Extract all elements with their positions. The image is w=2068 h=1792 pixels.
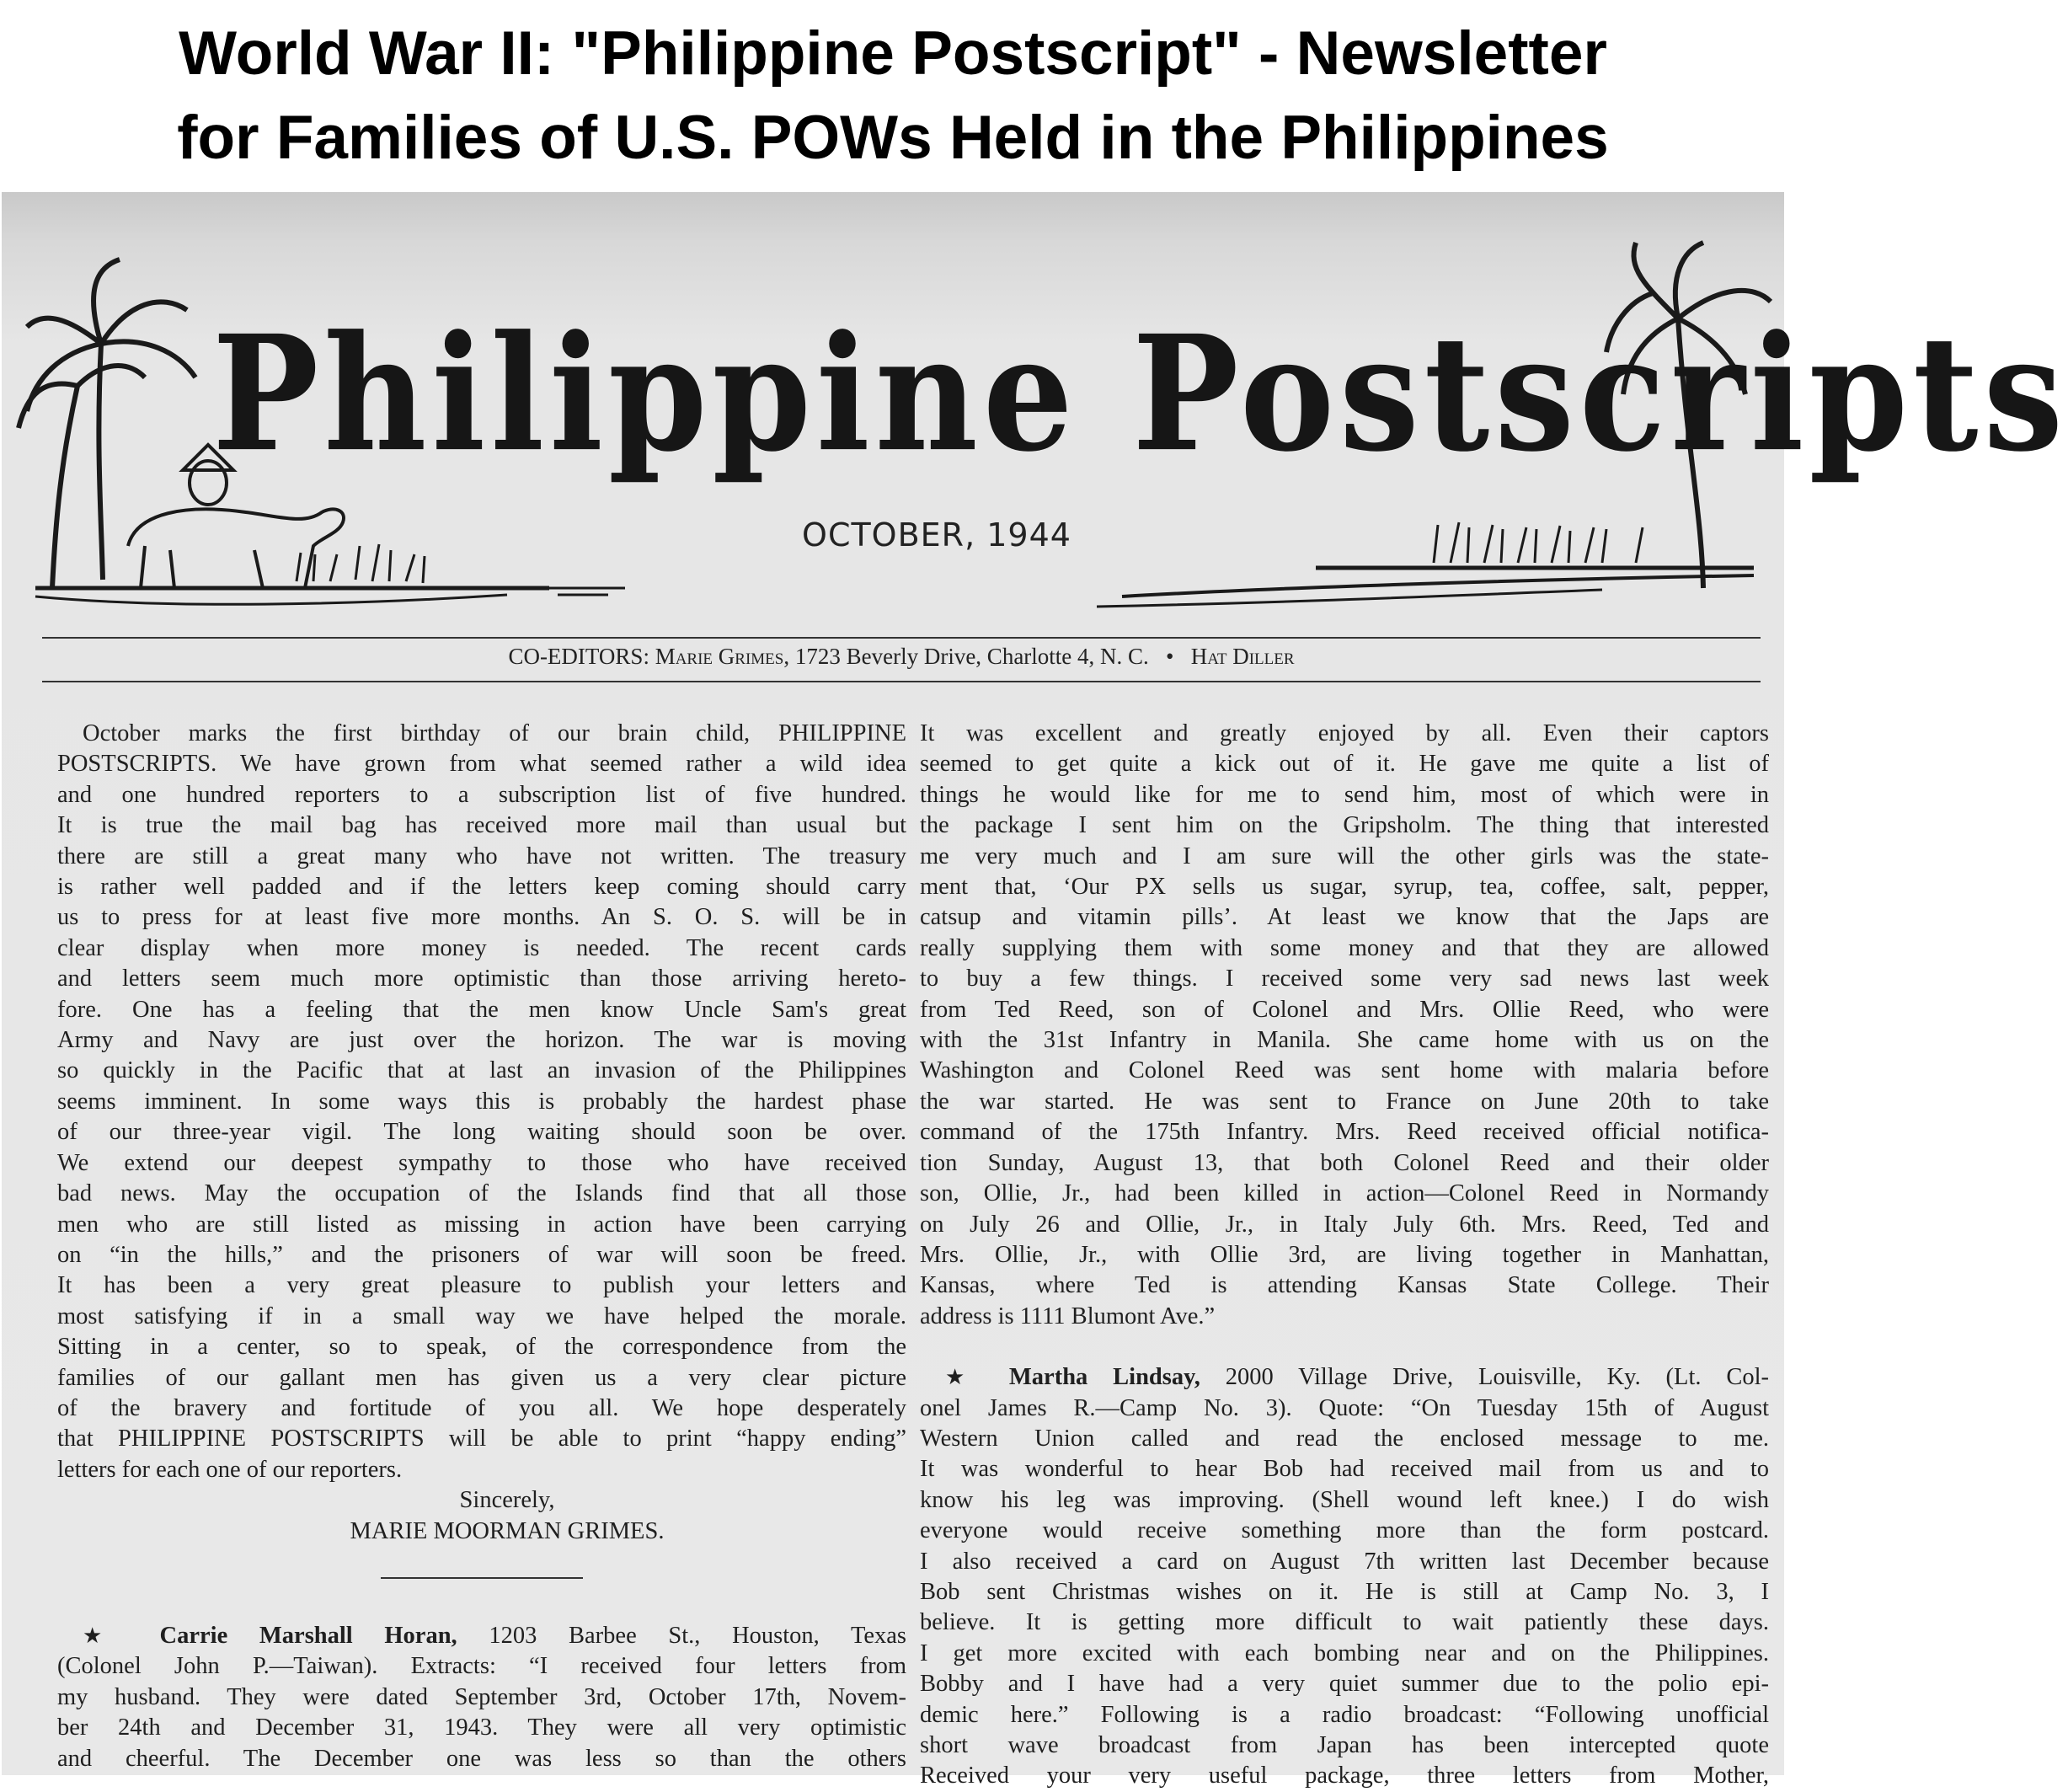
co-editors-label: CO-EDITORS: bbox=[508, 644, 649, 669]
closing: Sincerely, bbox=[459, 1487, 555, 1514]
entry-name: Martha Lindsay, bbox=[1008, 1364, 1200, 1391]
text-line: is rather well padded and if the letters keep coming should carry bbox=[57, 874, 906, 901]
entry-first-line bbox=[920, 1362, 1769, 1393]
text-line: I get more excited with each bombing near and on the Philippines. bbox=[920, 1640, 1769, 1666]
text-line: (Colonel John P.—Taiwan). Extracts: “I received four letters from bbox=[57, 1653, 906, 1680]
text-line: most satisfying if in a small way we have helped the morale. bbox=[57, 1303, 906, 1329]
text-line: Kansas, where Ted is attending Kansas State College. Their bbox=[920, 1272, 1769, 1299]
masthead bbox=[2, 192, 2068, 613]
text-line: my husband. They were dated September 3rd, October 17th, Novem- bbox=[57, 1683, 906, 1710]
text-line: know his leg was improving. (Shell wound left knee.) I do wish bbox=[920, 1486, 1769, 1513]
text-line: me very much and I am sure will the other girls was the state- bbox=[920, 843, 1769, 869]
text-line: ber 24th and December 31, 1943. They were all very optimistic bbox=[57, 1714, 906, 1741]
top-rule bbox=[42, 637, 1761, 639]
text-line: address is 1111 Blumont Ave.” bbox=[920, 1303, 1216, 1329]
letter-entry-horan bbox=[57, 1621, 906, 1774]
right-column bbox=[920, 719, 1769, 1792]
text-line: I also received a card on August 7th written last December because bbox=[920, 1548, 1769, 1575]
text-line: son, Ollie, Jr., had been killed in action—Colonel Reed in Normandy bbox=[920, 1180, 1769, 1207]
text-line: on “in the hills,” and the prisoners of war will soon be freed. bbox=[57, 1241, 906, 1268]
text-line: men who are still listed as missing in action have been carrying bbox=[57, 1211, 906, 1238]
text-line: believe. It is getting more difficult to wait patiently these days. bbox=[920, 1609, 1769, 1636]
text-line: seemed to get quite a kick out of it. He gave me quite a list of bbox=[920, 751, 1769, 778]
text-line: Bobby and I have had a very quiet summer due to the polio epi- bbox=[920, 1671, 1769, 1698]
left-palm-trees-illustration bbox=[19, 259, 195, 588]
newsletter-scan bbox=[2, 192, 2068, 1789]
editor-1-name: Marie Grimes, bbox=[655, 644, 790, 669]
entry-first-line bbox=[57, 1621, 906, 1651]
bottom-rule bbox=[42, 681, 1761, 682]
text-line: command of the 175th Infantry. Mrs. Reed received official notifica- bbox=[920, 1119, 1769, 1146]
text-line: catsup and vitamin pills’. At least we know that the Japs are bbox=[920, 904, 1769, 931]
text-line: really supplying them with some money and that they are allowed bbox=[920, 934, 1769, 961]
text-line: and letters seem much more optimistic than those arriving hereto- bbox=[57, 966, 906, 992]
issue-date: OCTOBER, 1944 bbox=[802, 516, 1071, 554]
text-line: so quickly in the Pacific that at last an invasion of the Philippines bbox=[57, 1057, 906, 1084]
text-line: It was wonderful to hear Bob had received mail from us and to bbox=[920, 1456, 1769, 1483]
editor-2-name: Hat Diller bbox=[1190, 644, 1295, 669]
text-line: tion Sunday, August 13, that both Colonel Reed and their older bbox=[920, 1149, 1769, 1176]
text-line: onel James R.—Camp No. 3). Quote: “On Tuesday 15th of August bbox=[920, 1394, 1769, 1421]
right-field-illustration bbox=[1097, 522, 1754, 607]
text-line: from Ted Reed, son of Colonel and Mrs. Ollie Reed, who were bbox=[920, 996, 1769, 1023]
text-line: It has been a very great pleasure to publish your letters and bbox=[57, 1272, 906, 1299]
text-line: families of our gallant men has given us a very clear picture bbox=[57, 1364, 906, 1391]
paragraph-gap bbox=[920, 1332, 1769, 1362]
image-caption bbox=[0, 0, 1786, 192]
text-line: with the 31st Infantry in Manila. She came home with us on the bbox=[920, 1027, 1769, 1054]
text-line: Western Union called and read the enclosed message to me. bbox=[920, 1425, 1769, 1452]
text-line: Sitting in a center, so to speak, of the correspondence from the bbox=[57, 1334, 906, 1361]
left-field-illustration bbox=[35, 544, 625, 604]
text-line: It was excellent and greatly enjoyed by all. Even their captors bbox=[920, 720, 1769, 746]
text-line: short wave broadcast from Japan has been intercepted quote bbox=[920, 1732, 1769, 1758]
entry-address: 2000 Village Drive, Louisville, Ky. (Lt. Col- bbox=[1225, 1364, 1770, 1391]
text-line: everyone would receive something more than the form postcard. bbox=[920, 1517, 1769, 1544]
text-line: October marks the first birthday of our brain child, PHILIPPINE bbox=[83, 720, 906, 746]
signature: MARIE MOORMAN GRIMES. bbox=[350, 1517, 665, 1544]
text-line: We extend our deepest sympathy to those who have received bbox=[57, 1149, 906, 1176]
text-line: Army and Navy are just over the horizon. The war is moving bbox=[57, 1027, 906, 1054]
left-column bbox=[57, 719, 906, 1774]
text-line: demic here.” Following is a radio broadcast: “Following unofficial bbox=[920, 1701, 1769, 1728]
text-line: seems imminent. In some ways this is probably the hardest phase bbox=[57, 1088, 906, 1115]
letter-entry-lindsay bbox=[920, 1362, 1769, 1792]
masthead-title: Philippine Postscripts bbox=[212, 300, 2068, 487]
text-line: bad news. May the occupation of the Islands find that all those bbox=[57, 1180, 906, 1207]
letter-continuation bbox=[920, 719, 1769, 1332]
star-icon: ★ bbox=[83, 1623, 128, 1649]
text-line: the package I sent him on the Gripsholm. The thing that interested bbox=[920, 812, 1769, 839]
text-line: Washington and Colonel Reed was sent home with malaria before bbox=[920, 1057, 1769, 1084]
text-line: Bob sent Christmas wishes on it. He is still at Camp No. 3, I bbox=[920, 1578, 1769, 1605]
section-separator bbox=[381, 1577, 583, 1579]
co-editors-line bbox=[42, 644, 1761, 670]
text-line: things he would like for me to send him, most of which were in bbox=[920, 781, 1769, 808]
text-line: on July 26 and Ollie, Jr., in Italy July 6th. Mrs. Reed, Ted and bbox=[920, 1211, 1769, 1238]
text-line: of our three-year vigil. The long waiting should soon be over. bbox=[57, 1119, 906, 1146]
entry-address: 1203 Barbee St., Houston, Texas bbox=[489, 1622, 907, 1649]
star-icon: ★ bbox=[945, 1365, 985, 1391]
entry-name: Carrie Marshall Horan, bbox=[159, 1622, 457, 1649]
caption-line-1: World War II: "Philippine Postscript" - Newsletter bbox=[179, 19, 1607, 88]
editor-1-address: 1723 Beverly Drive, Charlotte 4, N. C. bbox=[794, 644, 1149, 669]
text-line: and cheerful. The December one was less so than the others bbox=[57, 1745, 906, 1772]
text-line: the war started. He was sent to France on June 20th to take bbox=[920, 1088, 1769, 1115]
text-line: that PHILIPPINE POSTSCRIPTS will be able to print “happy ending” bbox=[57, 1426, 906, 1452]
text-line: Received your very useful package, three letters from Mother, bbox=[920, 1763, 1769, 1789]
text-line: letters for each one of our reporters. bbox=[57, 1456, 403, 1483]
text-line: of the bravery and fortitude of you all. We hope desperately bbox=[57, 1394, 906, 1421]
text-line: ment that, ‘Our PX sells us sugar, syrup, tea, coffee, salt, pepper, bbox=[920, 874, 1769, 901]
text-line: and one hundred reporters to a subscription list of five hundred. bbox=[57, 781, 906, 808]
caption-line-2: for Families of U.S. POWs Held in the Philippines bbox=[177, 104, 1609, 172]
text-line: to buy a few things. I received some very sad news last week bbox=[920, 966, 1769, 992]
text-line: there are still a great many who have not written. The treasury bbox=[57, 843, 906, 869]
text-line: clear display when more money is needed. The recent cards bbox=[57, 934, 906, 961]
editorial-paragraph bbox=[57, 719, 906, 1485]
text-line: POSTSCRIPTS. We have grown from what seemed rather a wild idea bbox=[57, 751, 906, 778]
text-line: Mrs. Ollie, Jr., with Ollie 3rd, are living together in Manhattan, bbox=[920, 1241, 1769, 1268]
text-line: us to press for at least five more months. An S. O. S. will be in bbox=[57, 904, 906, 931]
editor-separator-bullet: • bbox=[1166, 644, 1174, 669]
text-line: fore. One has a feeling that the men know Uncle Sam's great bbox=[57, 996, 906, 1023]
text-line: It is true the mail bag has received more mail than usual but bbox=[57, 812, 906, 839]
